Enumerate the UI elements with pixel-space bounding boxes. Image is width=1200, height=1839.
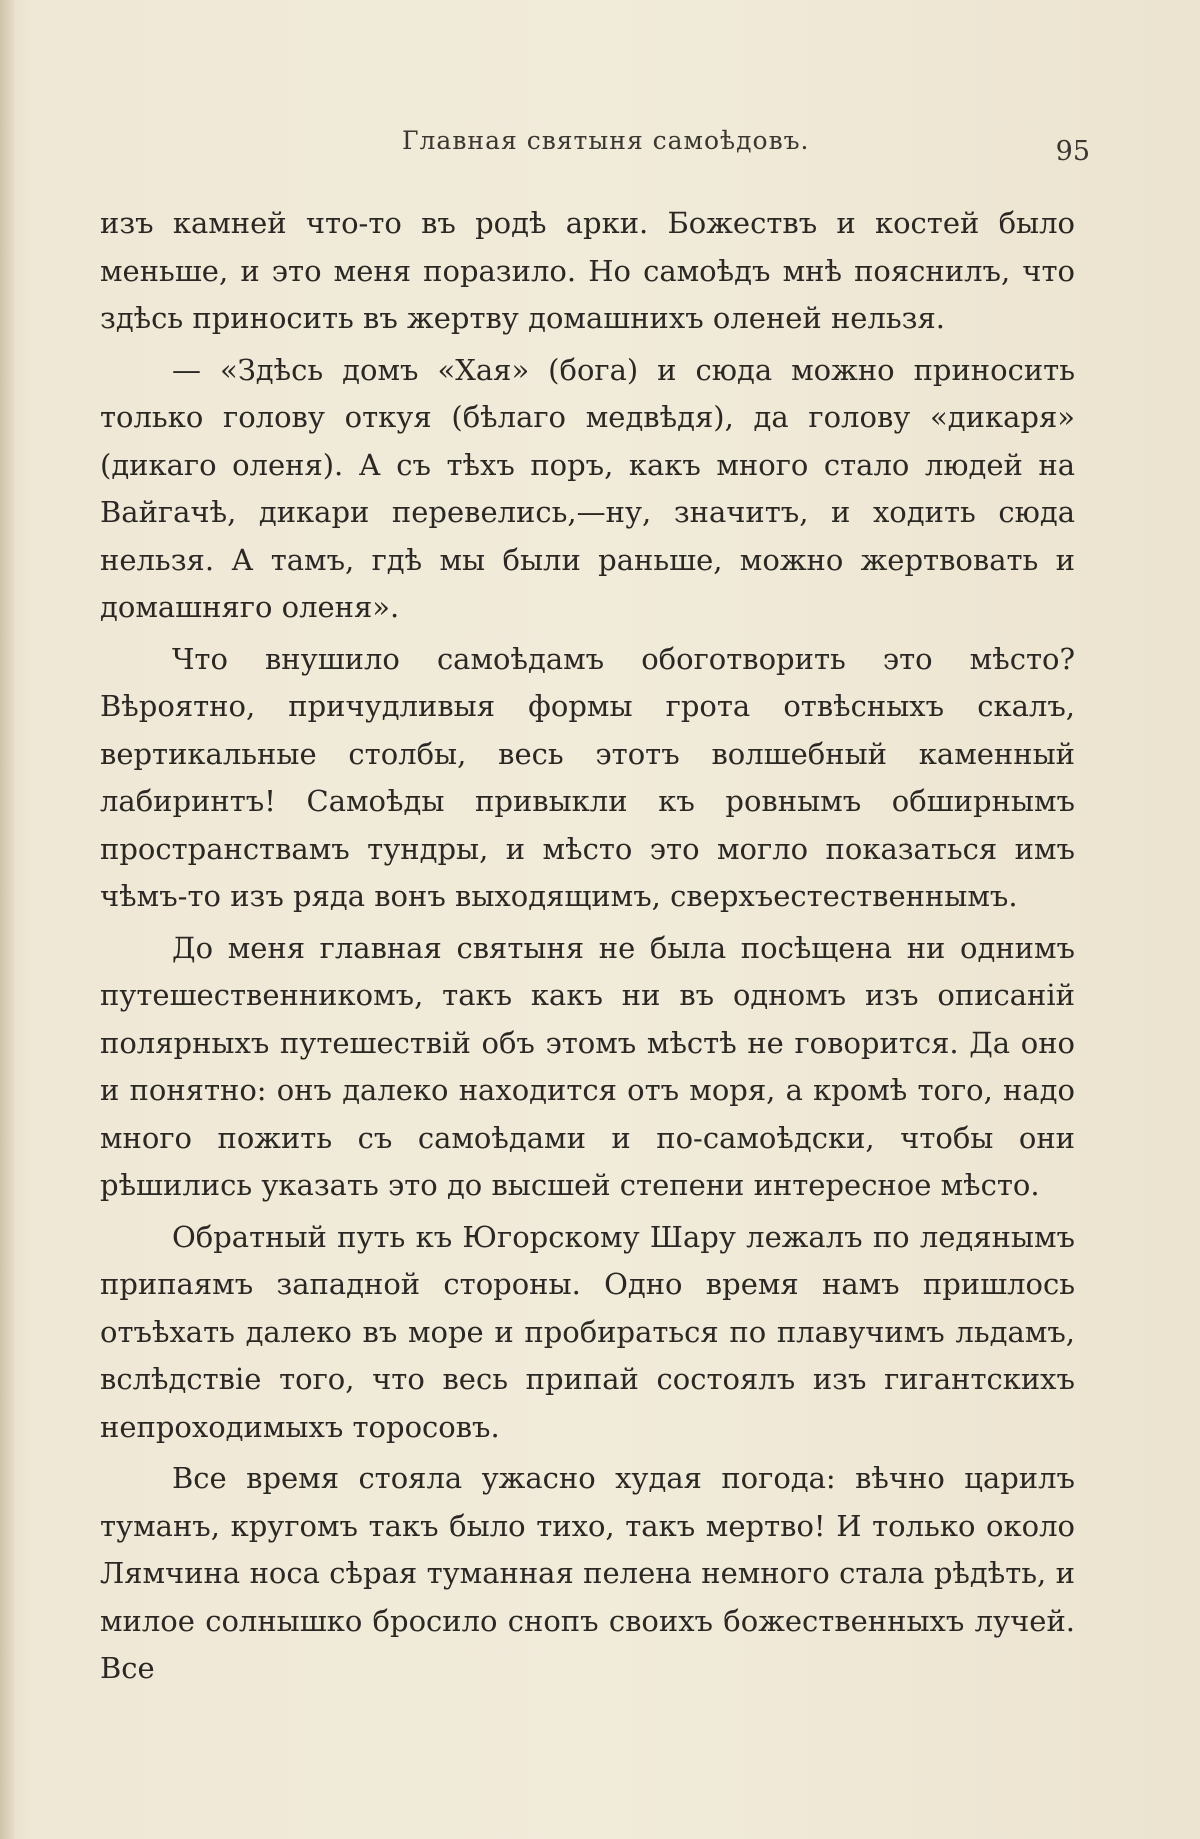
page-number: 95 <box>1055 136 1090 167</box>
paragraph: изъ камней что-то въ родѣ арки. Божествъ и костей было меньше, и это меня поразило. Но самоѣдъ мнѣ пояснилъ, что здѣсь приносить въ жертву домашнихъ оленей нельзя. <box>100 206 1075 335</box>
body-text <box>100 200 1075 1697</box>
paragraph: До меня главная святыня не была посѣщена ни однимъ путешественникомъ, такъ какъ ни въ одномъ изъ описанiй полярныхъ путешествiй объ этомъ мѣстѣ не говорится. Да оно и понятно: онъ далеко находится отъ моря, а кромѣ того, надо много пожить съ самоѣдами и по-самоѣдски, чтобы они рѣшились указать это до высшей степени интересное мѣсто. <box>100 930 1075 1202</box>
paragraph: — «Здѣсь домъ «Хая» (бога) и сюда можно приносить только голову откуя (бѣлаго медвѣдя), да голову «дикаря» (дикаго оленя). А съ тѣхъ поръ, какъ много стало людей на Вайгачѣ, дикари перевелись,—ну, значитъ, и ходить сюда нельзя. А тамъ, гдѣ мы были раньше, можно жертвовать и домашняго оленя». <box>100 352 1075 624</box>
page-header <box>100 126 1090 166</box>
paragraph: Что внушило самоѣдамъ обоготворить это мѣсто? Вѣроятно, причудливыя формы грота отвѣсныхъ скалъ, вертикальные столбы, весь этотъ волшебный каменный лабиринтъ! Самоѣды привыкли къ ровнымъ обширнымъ пространствамъ тундры, и мѣсто это могло показаться имъ чѣмъ-то изъ ряда вонъ выходящимъ, сверхъестественнымъ. <box>100 641 1075 913</box>
running-title: Главная святыня самоѣдовъ. <box>402 126 810 155</box>
paragraph: Обратный путь къ Югорскому Шару лежалъ по ледянымъ припаямъ западной стороны. Одно время намъ пришлось отъѣхать далеко въ море и пробираться по плавучимъ льдамъ, вслѣдствiе того, что весь припай состоялъ изъ гигантскихъ непроходимыхъ торосовъ. <box>100 1219 1075 1444</box>
paragraph: Все время стояла ужасно худая погода: вѣчно царилъ туманъ, кругомъ такъ было тихо, такъ мертво! И только около Лямчина носа сѣрая туманная пелена немного стала рѣдѣть, и милое солнышко бросило снопъ своихъ божественныхъ лучей. Все <box>100 1461 1075 1685</box>
page-spine-edge <box>0 0 14 1839</box>
